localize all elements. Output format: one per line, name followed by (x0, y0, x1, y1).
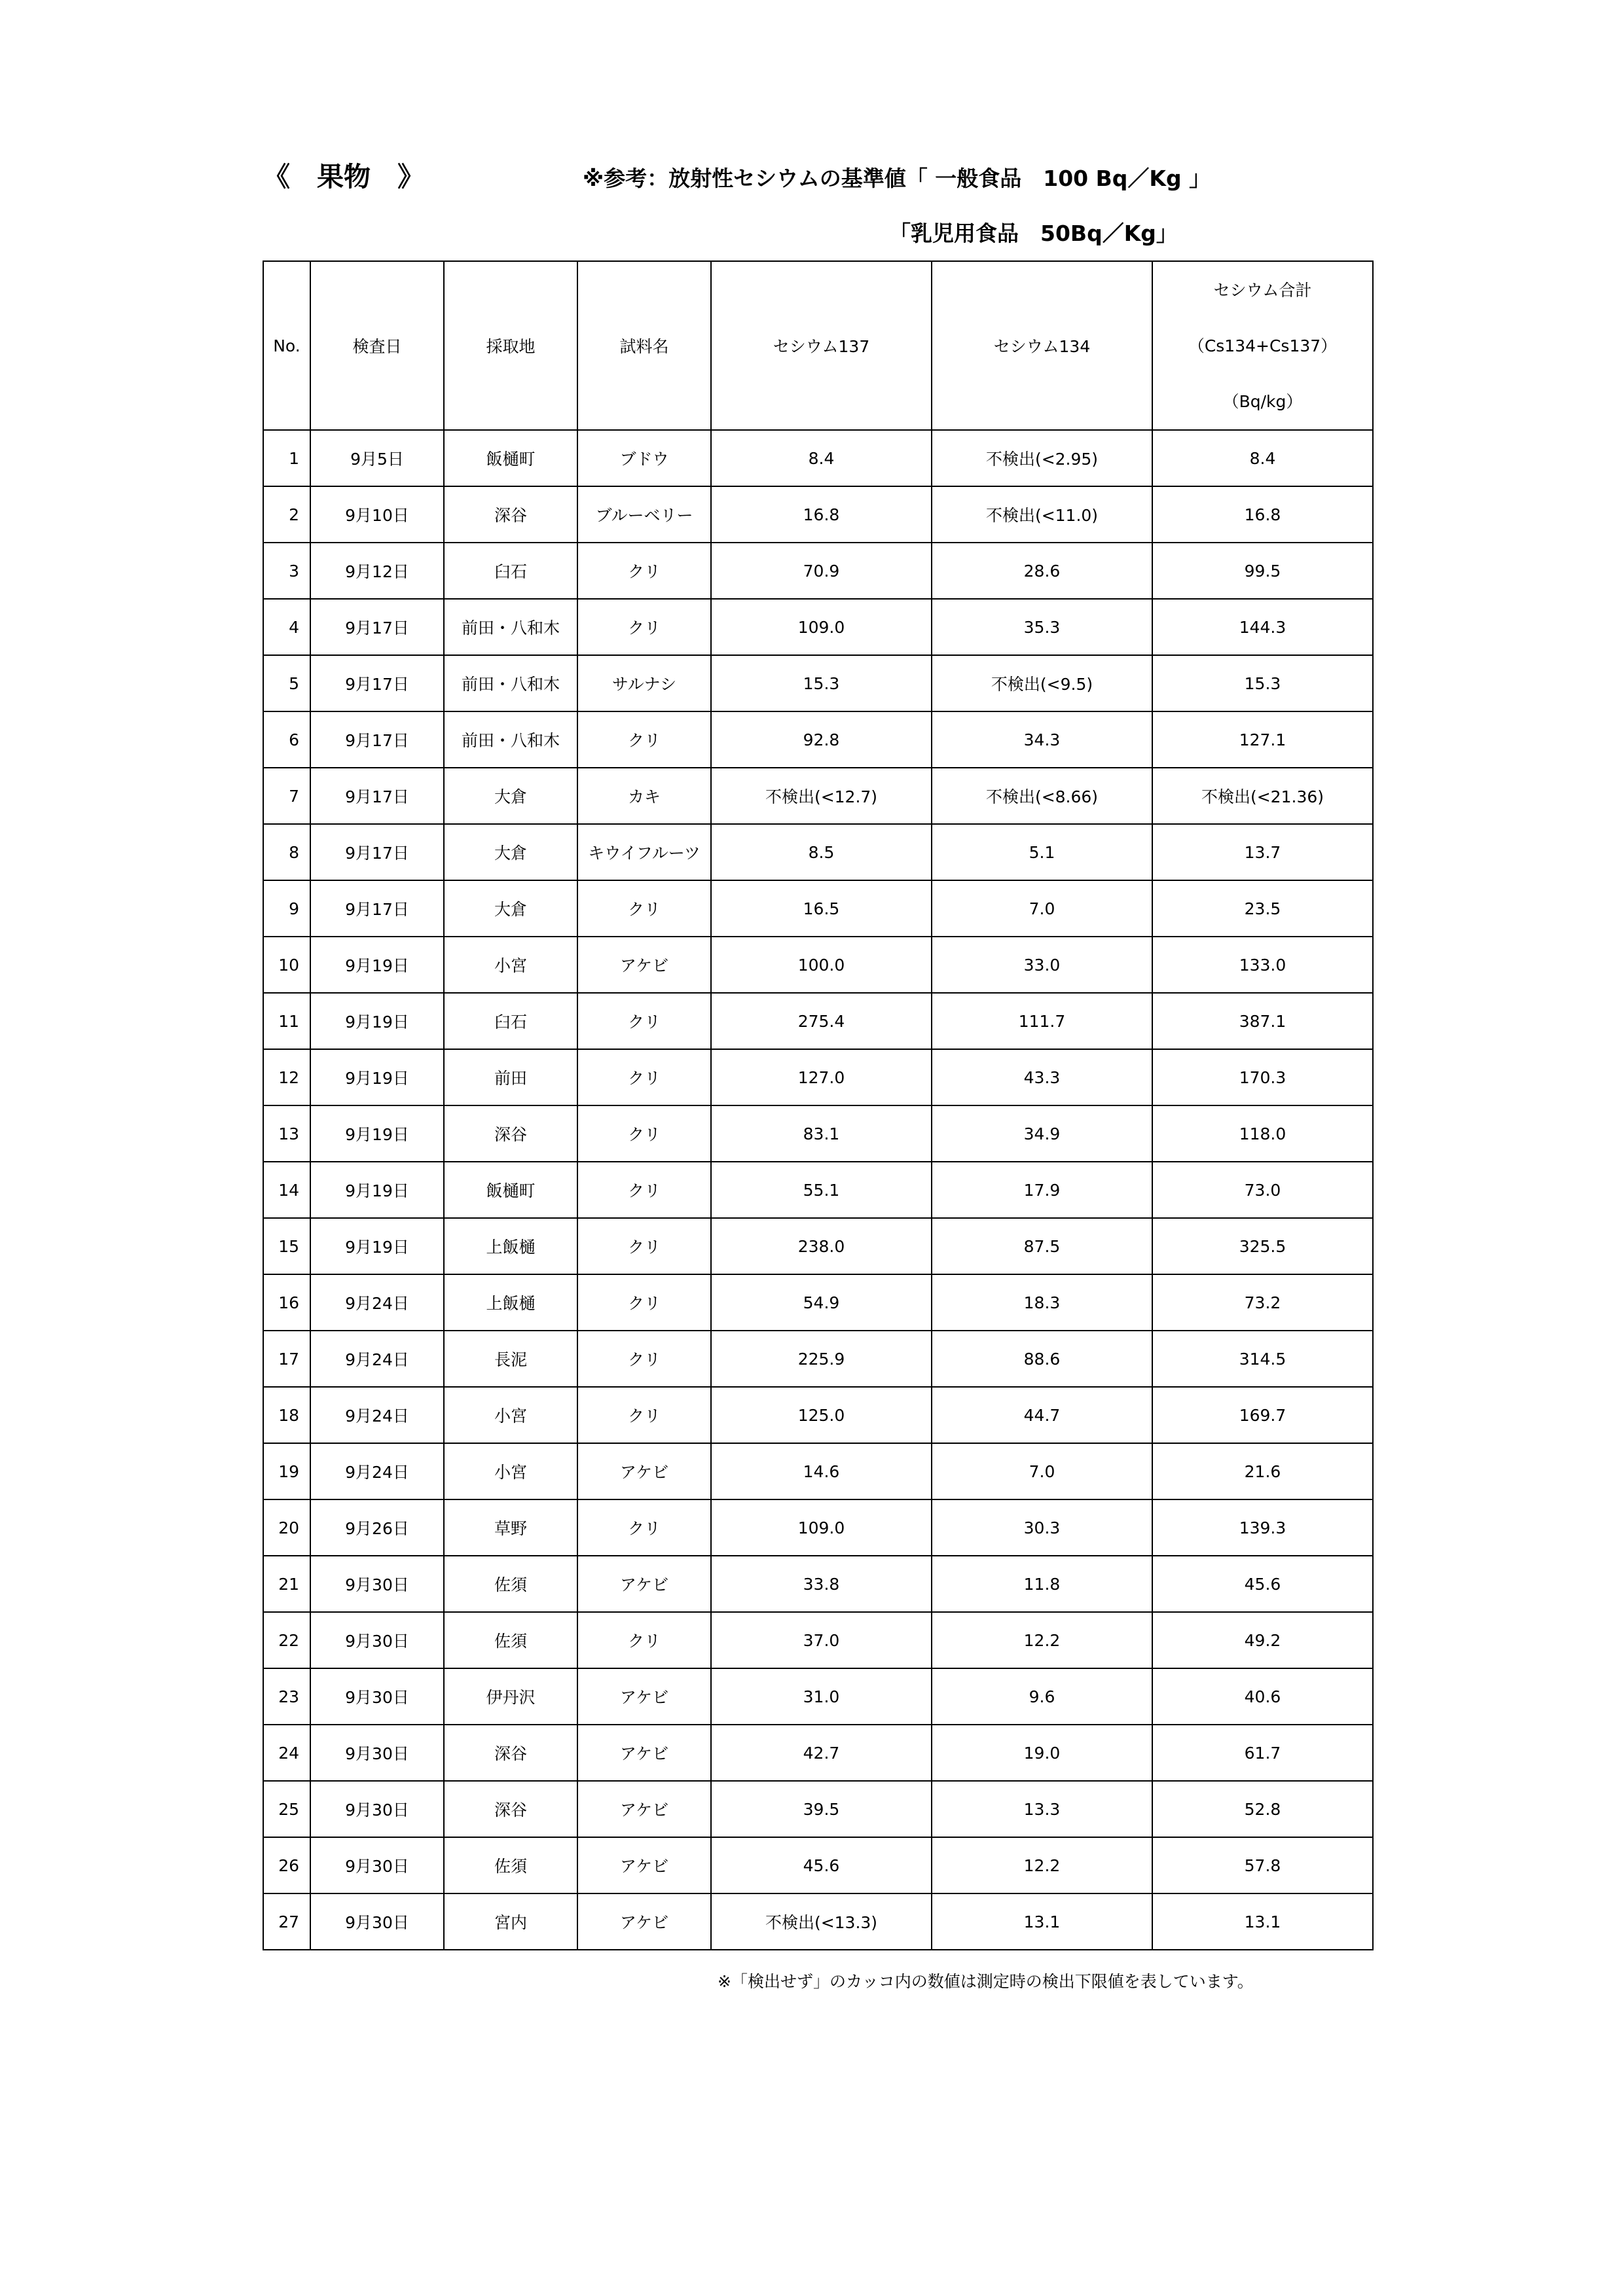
table-row (263, 1218, 1373, 1274)
cell-sample: アケビ (577, 1781, 711, 1837)
cell-location: 前田・八和木 (444, 655, 577, 711)
table-row (263, 486, 1373, 543)
cell-no: 2 (263, 486, 310, 543)
header-total (1152, 261, 1373, 430)
table-row (263, 937, 1373, 993)
cell-cs134: 111.7 (932, 993, 1152, 1049)
cell-cs134: 不検出(<9.5) (932, 655, 1152, 711)
cell-cs134: 不検出(<2.95) (932, 430, 1152, 486)
cell-cs134: 34.9 (932, 1105, 1152, 1162)
cell-date: 9月30日 (310, 1612, 444, 1668)
cell-date: 9月24日 (310, 1331, 444, 1387)
cell-date: 9月24日 (310, 1443, 444, 1499)
reference-standard-general: ※参考：放射性セシウムの基準値「 一般食品 100 Bq／Kg 」 (583, 166, 1211, 191)
cell-sample: アケビ (577, 1725, 711, 1781)
cell-cs137: 83.1 (711, 1105, 932, 1162)
cell-no: 13 (263, 1105, 310, 1162)
table-row (263, 768, 1373, 824)
table-row (263, 1725, 1373, 1781)
cell-total: 118.0 (1152, 1105, 1373, 1162)
cell-location: 前田 (444, 1049, 577, 1105)
header-total-line3: （Bq/kg） (1222, 391, 1303, 411)
cell-sample: クリ (577, 1387, 711, 1443)
header-cs137: セシウム137 (711, 261, 932, 430)
cell-no: 6 (263, 711, 310, 768)
cell-no: 26 (263, 1837, 310, 1893)
cell-sample: アケビ (577, 937, 711, 993)
cell-sample: クリ (577, 1274, 711, 1331)
cell-cs137: 不検出(<12.7) (711, 768, 932, 824)
header-total-line2: （Cs134+Cs137） (1188, 336, 1338, 355)
cell-no: 20 (263, 1499, 310, 1556)
cell-location: 上飯樋 (444, 1218, 577, 1274)
cell-date: 9月30日 (310, 1725, 444, 1781)
cell-date: 9月17日 (310, 599, 444, 655)
cell-cs137: 8.4 (711, 430, 932, 486)
cell-sample: クリ (577, 880, 711, 937)
cell-total: 21.6 (1152, 1443, 1373, 1499)
results-table (263, 260, 1374, 1950)
cell-location: 大倉 (444, 880, 577, 937)
cell-total: 40.6 (1152, 1668, 1373, 1725)
cell-no: 15 (263, 1218, 310, 1274)
cell-cs137: 109.0 (711, 599, 932, 655)
cell-cs137: 42.7 (711, 1725, 932, 1781)
cell-date: 9月19日 (310, 937, 444, 993)
cell-no: 14 (263, 1162, 310, 1218)
cell-cs137: 33.8 (711, 1556, 932, 1612)
cell-cs137: 100.0 (711, 937, 932, 993)
cell-date: 9月26日 (310, 1499, 444, 1556)
reference-standard-infant: 「乳児用食品 50Bq／Kg」 (889, 221, 1178, 246)
cell-location: 深谷 (444, 1781, 577, 1837)
header-no: No. (263, 261, 310, 430)
cell-date: 9月19日 (310, 993, 444, 1049)
footnote: ※「検出せず」のカッコ内の数値は測定時の検出下限値を表しています。 (718, 1972, 1254, 1991)
cell-date: 9月30日 (310, 1837, 444, 1893)
cell-sample: クリ (577, 1105, 711, 1162)
cell-sample: アケビ (577, 1668, 711, 1725)
cell-cs134: 7.0 (932, 880, 1152, 937)
cell-cs137: 275.4 (711, 993, 932, 1049)
cell-cs137: 39.5 (711, 1781, 932, 1837)
cell-date: 9月17日 (310, 711, 444, 768)
cell-total: 45.6 (1152, 1556, 1373, 1612)
cell-sample: ブルーベリー (577, 486, 711, 543)
table-row (263, 1893, 1373, 1950)
table-row (263, 1837, 1373, 1893)
cell-total: 169.7 (1152, 1387, 1373, 1443)
cell-total: 127.1 (1152, 711, 1373, 768)
cell-location: 深谷 (444, 1725, 577, 1781)
cell-cs137: 14.6 (711, 1443, 932, 1499)
cell-location: 飯樋町 (444, 1162, 577, 1218)
table-row (263, 1556, 1373, 1612)
cell-no: 11 (263, 993, 310, 1049)
table-row (263, 1443, 1373, 1499)
cell-total: 61.7 (1152, 1725, 1373, 1781)
table-row (263, 824, 1373, 880)
cell-location: 上飯樋 (444, 1274, 577, 1331)
cell-location: 宮内 (444, 1893, 577, 1950)
cell-sample: アケビ (577, 1556, 711, 1612)
cell-sample: クリ (577, 599, 711, 655)
cell-location: 伊丹沢 (444, 1668, 577, 1725)
cell-location: 臼石 (444, 993, 577, 1049)
cell-sample: ブドウ (577, 430, 711, 486)
cell-location: 臼石 (444, 543, 577, 599)
cell-cs134: 18.3 (932, 1274, 1152, 1331)
cell-no: 3 (263, 543, 310, 599)
cell-location: 小宮 (444, 1443, 577, 1499)
cell-sample: クリ (577, 1049, 711, 1105)
header-total-line1: セシウム合計 (1213, 280, 1312, 300)
cell-sample: クリ (577, 993, 711, 1049)
table-row (263, 655, 1373, 711)
cell-no: 4 (263, 599, 310, 655)
cell-total: 144.3 (1152, 599, 1373, 655)
cell-total: 52.8 (1152, 1781, 1373, 1837)
cell-no: 5 (263, 655, 310, 711)
table-row (263, 993, 1373, 1049)
cell-sample: クリ (577, 1162, 711, 1218)
cell-date: 9月30日 (310, 1781, 444, 1837)
cell-sample: カキ (577, 768, 711, 824)
cell-cs137: 37.0 (711, 1612, 932, 1668)
cell-sample: クリ (577, 1218, 711, 1274)
cell-total: 73.2 (1152, 1274, 1373, 1331)
cell-location: 深谷 (444, 1105, 577, 1162)
cell-location: 大倉 (444, 768, 577, 824)
cell-sample: サルナシ (577, 655, 711, 711)
cell-date: 9月19日 (310, 1049, 444, 1105)
cell-total: 139.3 (1152, 1499, 1373, 1556)
cell-location: 前田・八和木 (444, 599, 577, 655)
cell-cs134: 不検出(<8.66) (932, 768, 1152, 824)
cell-total: 15.3 (1152, 655, 1373, 711)
cell-total: 133.0 (1152, 937, 1373, 993)
cell-date: 9月19日 (310, 1162, 444, 1218)
cell-total: 325.5 (1152, 1218, 1373, 1274)
cell-cs134: 不検出(<11.0) (932, 486, 1152, 543)
cell-cs134: 19.0 (932, 1725, 1152, 1781)
cell-cs137: 54.9 (711, 1274, 932, 1331)
table-row (263, 1499, 1373, 1556)
cell-cs137: 15.3 (711, 655, 932, 711)
cell-location: 小宮 (444, 937, 577, 993)
table-row (263, 599, 1373, 655)
cell-cs134: 17.9 (932, 1162, 1152, 1218)
cell-total: 13.7 (1152, 824, 1373, 880)
cell-cs134: 87.5 (932, 1218, 1152, 1274)
table-row (263, 1274, 1373, 1331)
cell-no: 25 (263, 1781, 310, 1837)
cell-cs137: 70.9 (711, 543, 932, 599)
cell-cs137: 8.5 (711, 824, 932, 880)
cell-date: 9月30日 (310, 1893, 444, 1950)
cell-cs134: 12.2 (932, 1837, 1152, 1893)
header-sample: 試料名 (577, 261, 711, 430)
cell-no: 24 (263, 1725, 310, 1781)
cell-cs134: 34.3 (932, 711, 1152, 768)
cell-location: 深谷 (444, 486, 577, 543)
cell-total: 73.0 (1152, 1162, 1373, 1218)
cell-total: 99.5 (1152, 543, 1373, 599)
table-row (263, 880, 1373, 937)
table-row (263, 711, 1373, 768)
cell-location: 佐須 (444, 1556, 577, 1612)
cell-no: 1 (263, 430, 310, 486)
cell-sample: キウイフルーツ (577, 824, 711, 880)
cell-no: 21 (263, 1556, 310, 1612)
cell-total: 49.2 (1152, 1612, 1373, 1668)
cell-no: 27 (263, 1893, 310, 1950)
cell-location: 長泥 (444, 1331, 577, 1387)
cell-cs137: 125.0 (711, 1387, 932, 1443)
cell-cs134: 88.6 (932, 1331, 1152, 1387)
cell-cs137: 45.6 (711, 1837, 932, 1893)
cell-cs137: 127.0 (711, 1049, 932, 1105)
cell-date: 9月17日 (310, 824, 444, 880)
table-row (263, 1387, 1373, 1443)
cell-cs134: 7.0 (932, 1443, 1152, 1499)
cell-location: 飯樋町 (444, 430, 577, 486)
cell-cs137: 109.0 (711, 1499, 932, 1556)
cell-cs137: 225.9 (711, 1331, 932, 1387)
cell-total: 8.4 (1152, 430, 1373, 486)
cell-cs134: 30.3 (932, 1499, 1152, 1556)
cell-location: 佐須 (444, 1837, 577, 1893)
cell-cs137: 92.8 (711, 711, 932, 768)
cell-date: 9月30日 (310, 1556, 444, 1612)
cell-location: 草野 (444, 1499, 577, 1556)
table-row (263, 1105, 1373, 1162)
cell-no: 12 (263, 1049, 310, 1105)
cell-total: 314.5 (1152, 1331, 1373, 1387)
cell-no: 18 (263, 1387, 310, 1443)
cell-no: 9 (263, 880, 310, 937)
cell-date: 9月17日 (310, 655, 444, 711)
cell-sample: アケビ (577, 1837, 711, 1893)
table-row (263, 1668, 1373, 1725)
table-row (263, 1331, 1373, 1387)
cell-cs137: 55.1 (711, 1162, 932, 1218)
cell-date: 9月10日 (310, 486, 444, 543)
cell-location: 小宮 (444, 1387, 577, 1443)
cell-cs134: 5.1 (932, 824, 1152, 880)
cell-sample: アケビ (577, 1893, 711, 1950)
table-row (263, 1049, 1373, 1105)
table-row (263, 1612, 1373, 1668)
cell-cs134: 44.7 (932, 1387, 1152, 1443)
cell-total: 23.5 (1152, 880, 1373, 937)
cell-cs137: 16.5 (711, 880, 932, 937)
table-body (263, 430, 1373, 1950)
cell-total: 16.8 (1152, 486, 1373, 543)
cell-no: 8 (263, 824, 310, 880)
cell-no: 19 (263, 1443, 310, 1499)
cell-no: 17 (263, 1331, 310, 1387)
cell-no: 16 (263, 1274, 310, 1331)
cell-cs134: 11.8 (932, 1556, 1152, 1612)
cell-cs137: 31.0 (711, 1668, 932, 1725)
cell-total: 57.8 (1152, 1837, 1373, 1893)
cell-date: 9月19日 (310, 1218, 444, 1274)
cell-cs134: 9.6 (932, 1668, 1152, 1725)
cell-sample: クリ (577, 543, 711, 599)
table-header-row (263, 261, 1373, 430)
table-row (263, 1162, 1373, 1218)
cell-cs134: 12.2 (932, 1612, 1152, 1668)
table-row (263, 543, 1373, 599)
cell-cs134: 35.3 (932, 599, 1152, 655)
cell-sample: クリ (577, 1499, 711, 1556)
cell-location: 大倉 (444, 824, 577, 880)
cell-date: 9月30日 (310, 1668, 444, 1725)
cell-cs134: 28.6 (932, 543, 1152, 599)
cell-sample: クリ (577, 711, 711, 768)
cell-date: 9月17日 (310, 768, 444, 824)
table-row (263, 1781, 1373, 1837)
cell-cs137: 不検出(<13.3) (711, 1893, 932, 1950)
cell-no: 10 (263, 937, 310, 993)
cell-cs134: 33.0 (932, 937, 1152, 993)
cell-date: 9月24日 (310, 1274, 444, 1331)
cell-no: 22 (263, 1612, 310, 1668)
cell-date: 9月5日 (310, 430, 444, 486)
cell-date: 9月19日 (310, 1105, 444, 1162)
cell-cs137: 238.0 (711, 1218, 932, 1274)
cell-total: 170.3 (1152, 1049, 1373, 1105)
cell-total: 387.1 (1152, 993, 1373, 1049)
cell-cs137: 16.8 (711, 486, 932, 543)
cell-cs134: 13.1 (932, 1893, 1152, 1950)
cell-no: 23 (263, 1668, 310, 1725)
cell-sample: アケビ (577, 1443, 711, 1499)
cell-no: 7 (263, 768, 310, 824)
cell-date: 9月24日 (310, 1387, 444, 1443)
header-cs134: セシウム134 (932, 261, 1152, 430)
cell-cs134: 43.3 (932, 1049, 1152, 1105)
table-row (263, 430, 1373, 486)
cell-location: 前田・八和木 (444, 711, 577, 768)
cell-cs134: 13.3 (932, 1781, 1152, 1837)
cell-date: 9月17日 (310, 880, 444, 937)
cell-location: 佐須 (444, 1612, 577, 1668)
header-location: 採取地 (444, 261, 577, 430)
cell-sample: クリ (577, 1612, 711, 1668)
cell-sample: クリ (577, 1331, 711, 1387)
cell-total: 不検出(<21.36) (1152, 768, 1373, 824)
page-title: 《 果物 》 (263, 161, 424, 192)
header-date: 検査日 (310, 261, 444, 430)
cell-date: 9月12日 (310, 543, 444, 599)
cell-total: 13.1 (1152, 1893, 1373, 1950)
